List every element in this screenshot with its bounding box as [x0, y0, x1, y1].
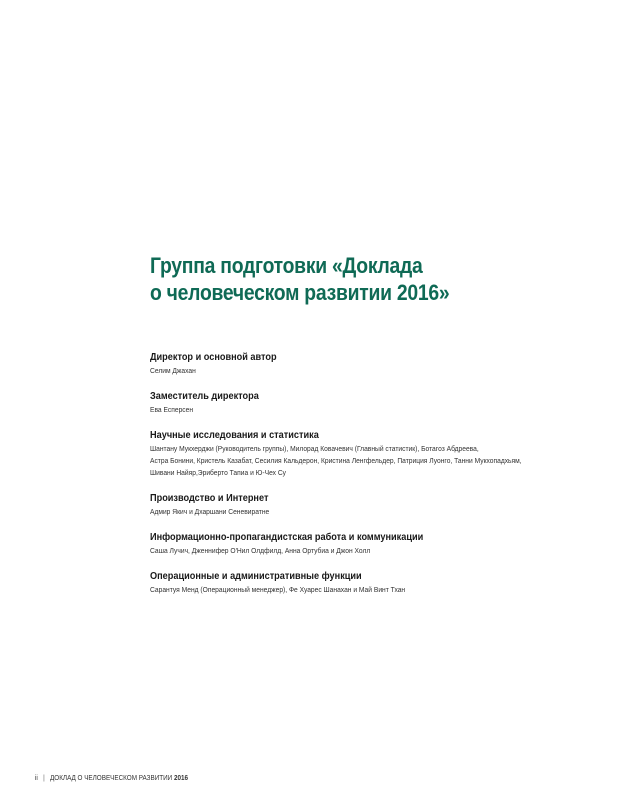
section-line: Адмир Якич и Дхаршани Сеневиратне — [150, 507, 270, 516]
section-body — [150, 404, 590, 416]
section-line: Селим Джахан — [150, 366, 196, 375]
team-sections — [150, 351, 590, 609]
section-heading: Производство и Интернет — [150, 493, 269, 504]
section-research-statistics — [150, 429, 590, 479]
section-operations-administration — [150, 570, 590, 596]
section-line: Шивани Найяр,Эриберто Тапиа и Ю-Чех Су — [150, 468, 287, 477]
footer-separator: | — [43, 773, 45, 782]
page-title-line-1: Группа подготовки «Доклада — [150, 253, 423, 278]
section-heading: Научные исследования и статистика — [150, 430, 319, 441]
page-title — [150, 252, 511, 306]
section-body — [150, 545, 590, 557]
page-number: ii — [35, 773, 38, 782]
section-line: Ева Есперсен — [150, 405, 194, 414]
section-heading: Директор и основной автор — [150, 352, 277, 363]
section-outreach-communications — [150, 531, 590, 557]
section-line: Саша Лучич, Дженнифер О'Нил Олдфилд, Анна Ортубиа и Джон Холл — [150, 546, 371, 555]
section-heading: Заместитель директора — [150, 391, 259, 402]
section-heading: Операционные и административные функции — [150, 571, 362, 582]
section-body — [150, 443, 590, 479]
section-director — [150, 351, 590, 377]
section-deputy-director — [150, 390, 590, 416]
section-production-web — [150, 492, 590, 518]
page-title-line-2: о человеческом развитии 2016» — [150, 280, 450, 305]
section-line: Шантану Мукхерджи (Руководитель группы), Милорад Ковачевич (Главный статистик), Ботагоз Абдреева, — [150, 444, 479, 453]
page-footer — [35, 773, 188, 783]
section-body — [150, 584, 590, 596]
footer-year: 2016 — [173, 773, 189, 782]
section-body — [150, 365, 590, 377]
section-body — [150, 506, 590, 518]
section-heading: Информационно-пропагандистская работа и коммуникации — [150, 532, 424, 543]
section-line: Астра Бонини, Кристель Казабат, Сесилия Кальдерон, Кристина Ленгфельдер, Патриция Луонго, Танни Мукхопадхьям, — [150, 456, 522, 465]
footer-report-name: ДОКЛАД О ЧЕЛОВЕЧЕСКОМ РАЗВИТИИ — [50, 773, 173, 782]
section-line: Сарантуя Менд (Операционный менеджер), Фе Хуарес Шанахан и Май Винт Тхан — [150, 585, 406, 594]
